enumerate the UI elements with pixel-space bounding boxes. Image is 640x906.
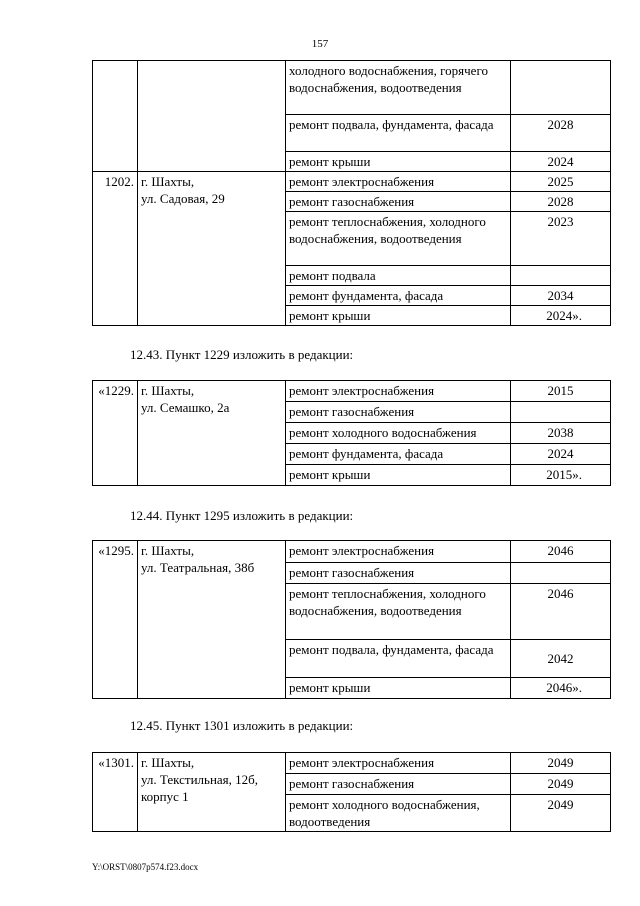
year-cell [511,402,611,423]
work-cell: ремонт фундамента, фасада [286,444,511,465]
address-cell [138,753,286,832]
year-cell: 2024». [511,306,611,326]
work-cell: ремонт подвала, фундамента, фасада [286,640,511,678]
address-line: ул. Театральная, 38б [141,560,255,575]
page-number: 157 [311,38,329,50]
work-cell: ремонт электроснабжения [286,381,511,402]
year-cell: 2046 [511,541,611,563]
address-cell [138,541,286,699]
section-heading-12-44: 12.44. Пункт 1295 изложить в редакции: [130,508,354,523]
table-1295 [92,540,611,699]
address-line: ул. Садовая, 29 [141,191,225,206]
year-cell: 2046 [511,584,611,640]
item-number-cell [93,61,138,172]
table-row [93,753,611,774]
work-cell: ремонт теплоснабжения, холодного водоснабжения, водоотведения [286,584,511,640]
work-cell: ремонт подвала, фундамента, фасада [286,115,511,152]
work-cell: ремонт крыши [286,678,511,699]
work-cell: ремонт холодного водоснабжения [286,423,511,444]
year-cell [511,266,611,286]
address-line: ул. Семашко, 2а [141,400,230,415]
work-cell: холодного водоснабжения, горячего водоснабжения, водоотведения [286,61,511,115]
table-row [93,61,611,115]
year-cell: 2028 [511,115,611,152]
year-cell: 2049 [511,795,611,832]
address-line: г. Шахты, [141,174,195,189]
year-cell: 2049 [511,753,611,774]
year-cell [511,563,611,584]
work-cell: ремонт электроснабжения [286,753,511,774]
work-cell: ремонт подвала [286,266,511,286]
address-line: г. Шахты, [141,755,195,770]
section-heading-12-45: 12.45. Пункт 1301 изложить в редакции: [130,718,354,733]
address-line: ул. Текстильная, 12б, [141,772,259,787]
work-cell: ремонт холодного водоснабжения, водоотведения [286,795,511,832]
year-cell: 2038 [511,423,611,444]
table-row [93,172,611,192]
year-cell: 2046». [511,678,611,699]
year-cell: 2049 [511,774,611,795]
year-cell: 2025 [511,172,611,192]
work-cell: ремонт газоснабжения [286,192,511,212]
address-cell [138,172,286,326]
year-cell: 2024 [511,152,611,172]
work-cell: ремонт крыши [286,465,511,486]
work-cell: ремонт фундамента, фасада [286,286,511,306]
item-number-cell: «1295. [93,541,138,699]
table-row [93,541,611,563]
item-number-cell: 1202. [93,172,138,326]
item-number-cell: «1301. [93,753,138,832]
work-cell: ремонт теплоснабжения, холодного водоснабжения, водоотведения [286,212,511,266]
year-cell: 2015». [511,465,611,486]
address-line: г. Шахты, [141,383,195,398]
year-cell: 2015 [511,381,611,402]
address-line: корпус 1 [141,789,189,804]
work-cell: ремонт газоснабжения [286,563,511,584]
work-cell: ремонт газоснабжения [286,774,511,795]
year-cell: 2034 [511,286,611,306]
table-1301 [92,752,611,832]
work-cell: ремонт газоснабжения [286,402,511,423]
address-cell [138,381,286,486]
address-line: г. Шахты, [141,543,195,558]
work-cell: ремонт крыши [286,306,511,326]
year-cell: 2024 [511,444,611,465]
work-cell: ремонт электроснабжения [286,541,511,563]
item-number-cell: «1229. [93,381,138,486]
table-continuation-1202 [92,60,611,326]
table-row [93,381,611,402]
file-path-footer: Y:\ORST\0807p574.f23.docx [92,862,199,872]
year-cell: 2028 [511,192,611,212]
year-cell: 2023 [511,212,611,266]
address-cell [138,61,286,172]
work-cell: ремонт электроснабжения [286,172,511,192]
year-cell [511,61,611,115]
year-cell: 2042 [511,640,611,678]
section-heading-12-43: 12.43. Пункт 1229 изложить в редакции: [130,347,354,362]
table-1229 [92,380,611,486]
work-cell: ремонт крыши [286,152,511,172]
